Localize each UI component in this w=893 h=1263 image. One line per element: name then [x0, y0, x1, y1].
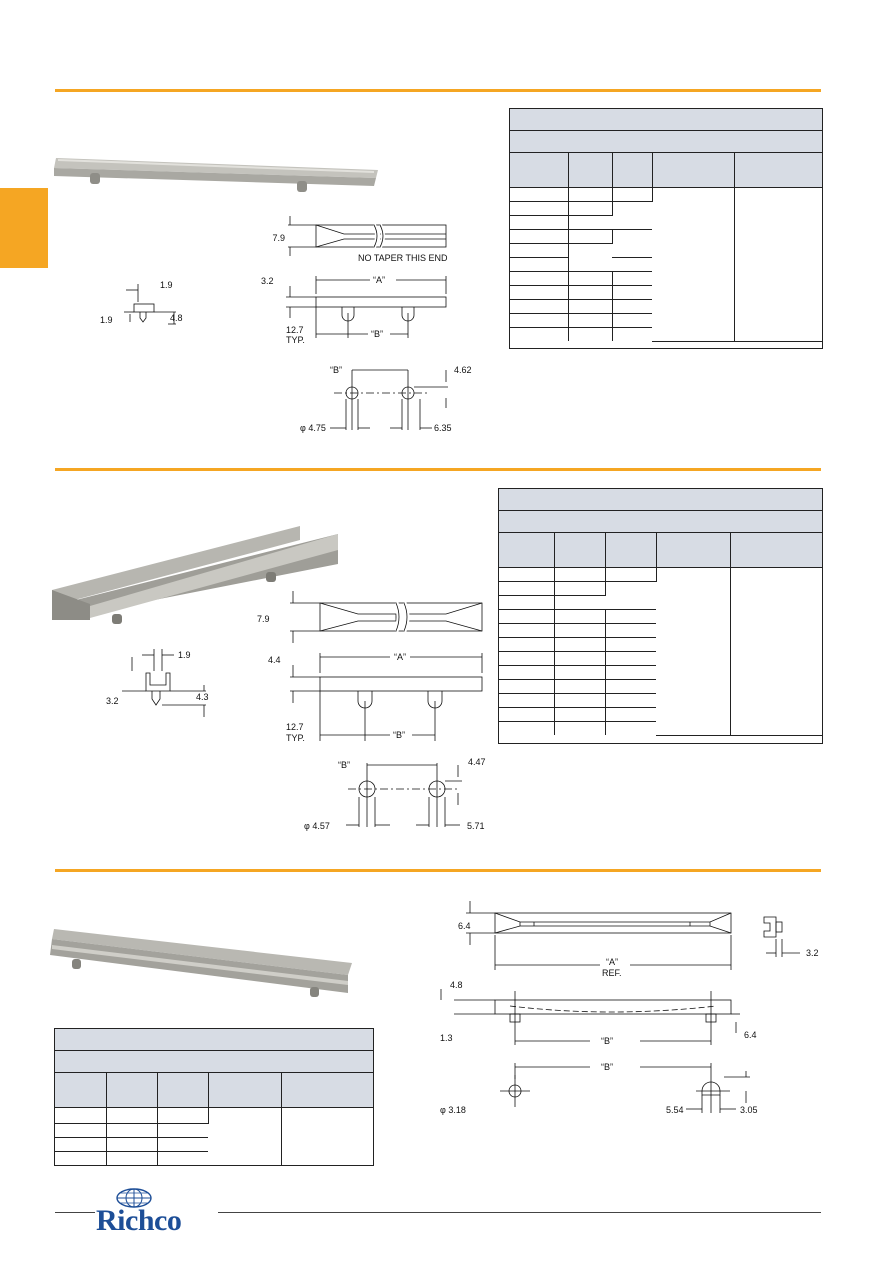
dim-4-3: 4.3 — [196, 692, 209, 702]
dim-typ: TYP. — [286, 733, 305, 743]
dim-a: “A” — [606, 957, 618, 967]
dim-3-2: 3.2 — [806, 948, 819, 958]
dim-6-35: 6.35 — [434, 423, 452, 433]
dim-12-7: 12.7 — [286, 722, 304, 732]
dim-ref: REF. — [602, 968, 622, 978]
spec-table-3 — [54, 1028, 374, 1166]
note-no-taper: NO TAPER THIS END — [358, 253, 448, 263]
dim-typ: TYP. — [286, 335, 305, 345]
footer-line-left — [55, 1212, 95, 1213]
dim-1-9-left: 1.9 — [100, 315, 113, 325]
dim-b: “B” — [393, 730, 405, 740]
dimension-drawing-2 — [100, 585, 500, 835]
dim-1-9: 1.9 — [178, 650, 191, 660]
dim-b-2: “B” — [338, 760, 350, 770]
section-divider-1 — [55, 89, 821, 92]
dim-b: “B” — [371, 329, 383, 339]
dimension-drawing-3 — [440, 895, 850, 1130]
dim-4-47: 4.47 — [468, 757, 486, 767]
dim-4-62: 4.62 — [454, 365, 472, 375]
dim-6-4-side: 6.4 — [744, 1030, 757, 1040]
dimension-drawing-1 — [90, 210, 490, 440]
dim-3-2: 3.2 — [261, 276, 274, 286]
footer-line-right — [218, 1212, 821, 1213]
dim-1-9-top: 1.9 — [160, 280, 173, 290]
dim-4-8: 4.8 — [450, 980, 463, 990]
dim-a: “A” — [373, 275, 385, 285]
dim-5-54: 5.54 — [666, 1105, 684, 1115]
product-photo-3 — [48, 925, 358, 1005]
dim-3-2: 3.2 — [106, 696, 119, 706]
dim-b-2: “B” — [601, 1062, 613, 1072]
dim-4-4: 4.4 — [268, 655, 281, 665]
section-divider-3 — [55, 869, 821, 872]
dim-12-7: 12.7 — [286, 325, 304, 335]
dim-phi-3-18: φ 3.18 — [440, 1105, 466, 1115]
side-tab — [0, 188, 48, 268]
dim-phi-4-75: φ 4.75 — [300, 423, 326, 433]
spec-table-1 — [509, 108, 823, 349]
dim-a: “A” — [394, 652, 406, 662]
spec-table-2-grid — [499, 533, 822, 736]
dim-3-05: 3.05 — [740, 1105, 758, 1115]
dim-b: “B” — [601, 1036, 613, 1046]
spec-table-1-grid — [510, 153, 822, 342]
dim-5-71: 5.71 — [467, 821, 485, 831]
dim-b-2: “B” — [330, 365, 342, 375]
dim-6-4-top: 6.4 — [458, 921, 471, 931]
dim-phi-4-57: φ 4.57 — [304, 821, 330, 831]
section-divider-2 — [55, 468, 821, 471]
dim-4-8: 4.8 — [170, 313, 183, 323]
richco-logo — [96, 1188, 216, 1238]
spec-table-3-grid — [55, 1073, 373, 1166]
dim-1-3: 1.3 — [440, 1033, 453, 1043]
logo-wordmark: Richco — [96, 1204, 182, 1237]
spec-table-2 — [498, 488, 823, 744]
product-photo-1 — [52, 150, 382, 195]
dim-7-9: 7.9 — [272, 233, 285, 243]
dim-7-9: 7.9 — [257, 614, 270, 624]
